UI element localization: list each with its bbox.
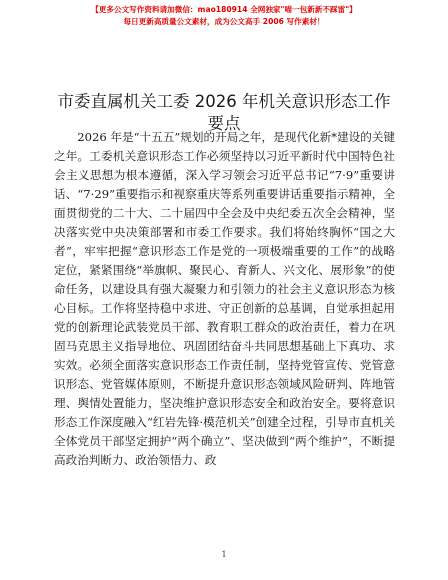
promo-banner-line-2: 每日更新高质量公文素材，成为公文高手 2006 写作素材！ [123,17,325,26]
document-title: 市委直属机关工委 2026 年机关意识形态工作要点 [57,92,391,134]
promo-banner [0,4,448,28]
body-paragraph: 2026 年是“十五五”规划的开局之年，是现代化新*建设的关键之年。工委机关意识形态工作必须坚持以习近平新时代中国特色社会主义思想为根本遵循，深入学习领会习近平总书记“7·9”重要讲话、“7·29”重要指示和视察重庆等系列重要讲话重要指示精神，全面贯彻党的二十大、二十届四中全会及中央纪委五次全会精神，坚决落实党中央决策部署和市委工作要求。我们将始终胸怀“国之大者”，牢牢把握“意识形态工作是党的一项极端重要的工作”的战略定位，紧紧围绕“举旗帜、聚民心、育新人、兴文化、展形象”的使命任务，以建设具有强大凝聚力和引领力的社会主义意识形态为核心目标。工作将坚持稳中求进、守正创新的总基调，自觉承担起用党的创新理论武装党员干部、教育职工群众的政治责任，着力在巩固马克思主义指导地位、巩固团结奋斗共同思想基础上下真功、求实效。必须全面落实意识形态工作责任制，坚持党管宣传、党管意识形态、党管媒体原则，不断提升意识形态领域风险研判、阵地管理、舆情处置能力，坚决维护意识形态安全和政治安全。要将意识形态工作深度融入“红岩先锋·模范机关”创建全过程，引导市直机关全体党员干部坚定拥护“两个确立”、坚决做到“两个维护”，不断提高政治判断力、政治领悟力、政 [54,130,395,467]
page-number: 1 [221,550,227,559]
promo-banner-line-1: 【更多公文写作资料请加微信：mao180914 全网独家"喵一包新新不踩雷"】 [91,5,357,14]
